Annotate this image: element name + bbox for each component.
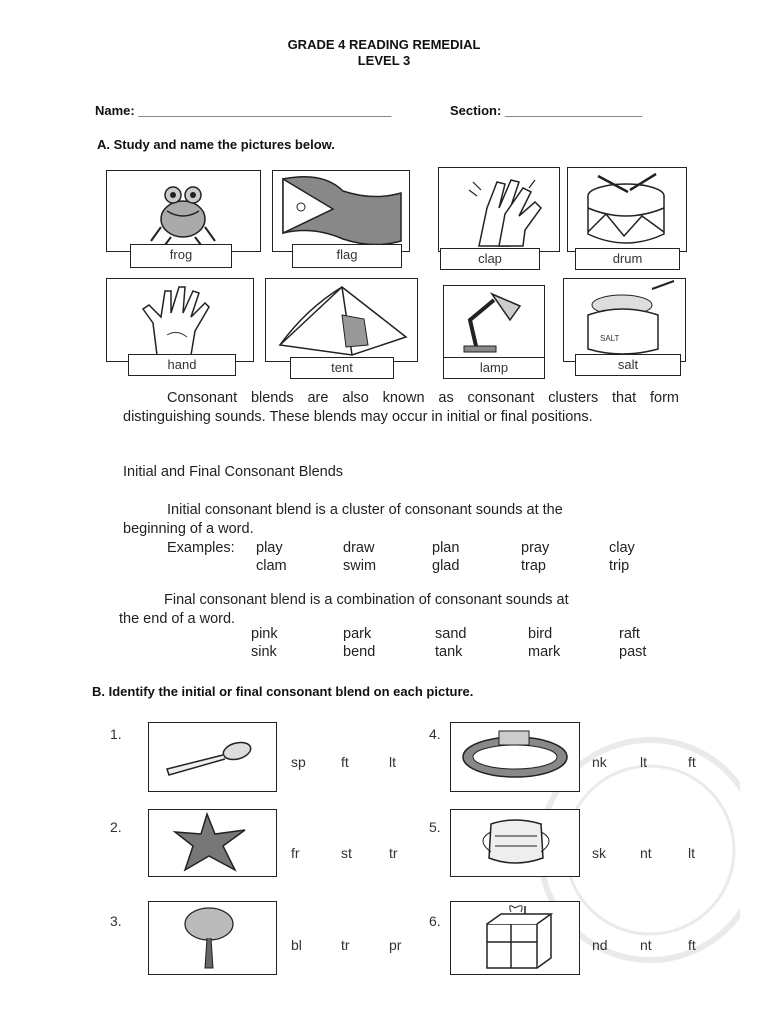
flag-picture-box bbox=[272, 170, 410, 252]
part-b-heading: B. Identify the initial or final consonant blend on each picture. bbox=[92, 684, 474, 699]
examples-label: Examples: bbox=[167, 540, 235, 556]
frog-picture-box bbox=[106, 170, 261, 252]
item-number: 6. bbox=[429, 913, 441, 929]
final-def-line2: the end of a word. bbox=[119, 611, 236, 627]
picture-label: salt bbox=[575, 354, 681, 376]
example-word: trap bbox=[521, 558, 546, 574]
page-level: LEVEL 3 bbox=[357, 53, 411, 68]
item-number: 5. bbox=[429, 819, 441, 835]
item-number: 4. bbox=[429, 726, 441, 742]
initial-def-line2: beginning of a word. bbox=[123, 521, 254, 537]
lamp-picture-box bbox=[443, 285, 545, 362]
blend-option[interactable]: bl bbox=[291, 937, 302, 953]
picture-label: hand bbox=[128, 354, 236, 376]
picture-label: tent bbox=[290, 357, 394, 379]
face-mask-icon bbox=[451, 810, 578, 875]
final-def-line1: Final consonant blend is a combination of consonant sounds at bbox=[164, 592, 569, 608]
picture-label: drum bbox=[575, 248, 680, 270]
blends-heading: Initial and Final Consonant Blends bbox=[123, 464, 344, 480]
mask-picture-box bbox=[450, 809, 580, 877]
blend-option[interactable]: sk bbox=[592, 845, 606, 861]
drum-icon bbox=[568, 168, 685, 250]
blend-option[interactable]: nt bbox=[640, 845, 652, 861]
example-word: glad bbox=[432, 558, 460, 574]
tent-picture-box bbox=[265, 278, 418, 362]
salt-jar-text: SALT bbox=[600, 334, 620, 343]
tree-icon bbox=[149, 902, 275, 973]
star-picture-box bbox=[148, 809, 277, 877]
lamp-icon bbox=[444, 286, 543, 360]
drum-picture-box bbox=[567, 167, 687, 252]
gift-box-icon bbox=[451, 902, 578, 973]
tree-picture-box bbox=[148, 901, 277, 975]
blend-option[interactable]: nt bbox=[640, 937, 652, 953]
blend-option[interactable]: sp bbox=[291, 754, 306, 770]
blends-intro: Consonant blends are also known as consonant clusters that form distinguishing sounds. These blends may occur in initial or final positions. bbox=[123, 390, 679, 425]
item-number: 2. bbox=[110, 819, 122, 835]
gift-picture-box bbox=[450, 901, 580, 975]
star-icon bbox=[149, 810, 275, 875]
spoon-icon bbox=[149, 723, 275, 790]
picture-label: flag bbox=[292, 244, 402, 268]
example-word: sink bbox=[251, 644, 277, 660]
example-word: clay bbox=[609, 540, 635, 556]
example-word: draw bbox=[343, 540, 375, 556]
picture-label: lamp bbox=[443, 357, 545, 379]
example-word: pray bbox=[521, 540, 550, 556]
name-field-label: Name: ___________________________________ bbox=[95, 103, 392, 118]
example-word: play bbox=[256, 540, 283, 556]
example-word: raft bbox=[619, 626, 640, 642]
blend-option[interactable]: nk bbox=[592, 754, 607, 770]
belt-picture-box bbox=[450, 722, 580, 792]
section-field-label: Section: ___________________ bbox=[450, 103, 643, 118]
item-number: 1. bbox=[110, 726, 122, 742]
example-word: mark bbox=[528, 644, 561, 660]
part-a-heading: A. Study and name the pictures below. bbox=[97, 137, 335, 152]
item-number: 3. bbox=[110, 913, 122, 929]
belt-icon bbox=[451, 723, 578, 790]
blend-option[interactable]: nd bbox=[592, 937, 608, 953]
hand-icon bbox=[107, 279, 252, 361]
picture-label: frog bbox=[130, 244, 232, 268]
example-word: past bbox=[619, 644, 647, 660]
example-word: bird bbox=[528, 626, 553, 642]
example-word: tank bbox=[435, 644, 463, 660]
blend-option[interactable]: pr bbox=[389, 937, 402, 953]
example-word: park bbox=[343, 626, 372, 642]
blend-option[interactable]: st bbox=[341, 845, 352, 861]
example-word: pink bbox=[251, 626, 278, 642]
frog-icon bbox=[107, 171, 259, 251]
blend-option[interactable]: ft bbox=[688, 937, 696, 953]
blend-option[interactable]: lt bbox=[688, 845, 695, 861]
blend-option[interactable]: ft bbox=[341, 754, 349, 770]
clap-picture-box bbox=[438, 167, 560, 252]
tent-icon bbox=[266, 279, 416, 361]
clap-hands-icon bbox=[439, 168, 558, 250]
flag-icon bbox=[273, 171, 408, 251]
example-word: bend bbox=[343, 644, 376, 660]
example-word: clam bbox=[256, 558, 287, 574]
blend-option[interactable]: lt bbox=[640, 754, 647, 770]
salt-picture-box bbox=[563, 278, 686, 362]
example-word: trip bbox=[609, 558, 630, 574]
blend-option[interactable]: tr bbox=[389, 845, 398, 861]
initial-def-line1: Initial consonant blend is a cluster of consonant sounds at the bbox=[167, 502, 563, 518]
blend-option[interactable]: tr bbox=[341, 937, 350, 953]
example-word: sand bbox=[435, 626, 467, 642]
picture-label: clap bbox=[440, 248, 540, 270]
example-word: plan bbox=[432, 540, 460, 556]
hand-picture-box bbox=[106, 278, 254, 362]
blend-option[interactable]: fr bbox=[291, 845, 300, 861]
salt-jar-icon bbox=[564, 279, 684, 361]
spoon-picture-box bbox=[148, 722, 277, 792]
page-title: GRADE 4 READING REMEDIAL bbox=[287, 37, 481, 52]
blend-option[interactable]: lt bbox=[389, 754, 396, 770]
blend-option[interactable]: ft bbox=[688, 754, 696, 770]
example-word: swim bbox=[343, 558, 377, 574]
